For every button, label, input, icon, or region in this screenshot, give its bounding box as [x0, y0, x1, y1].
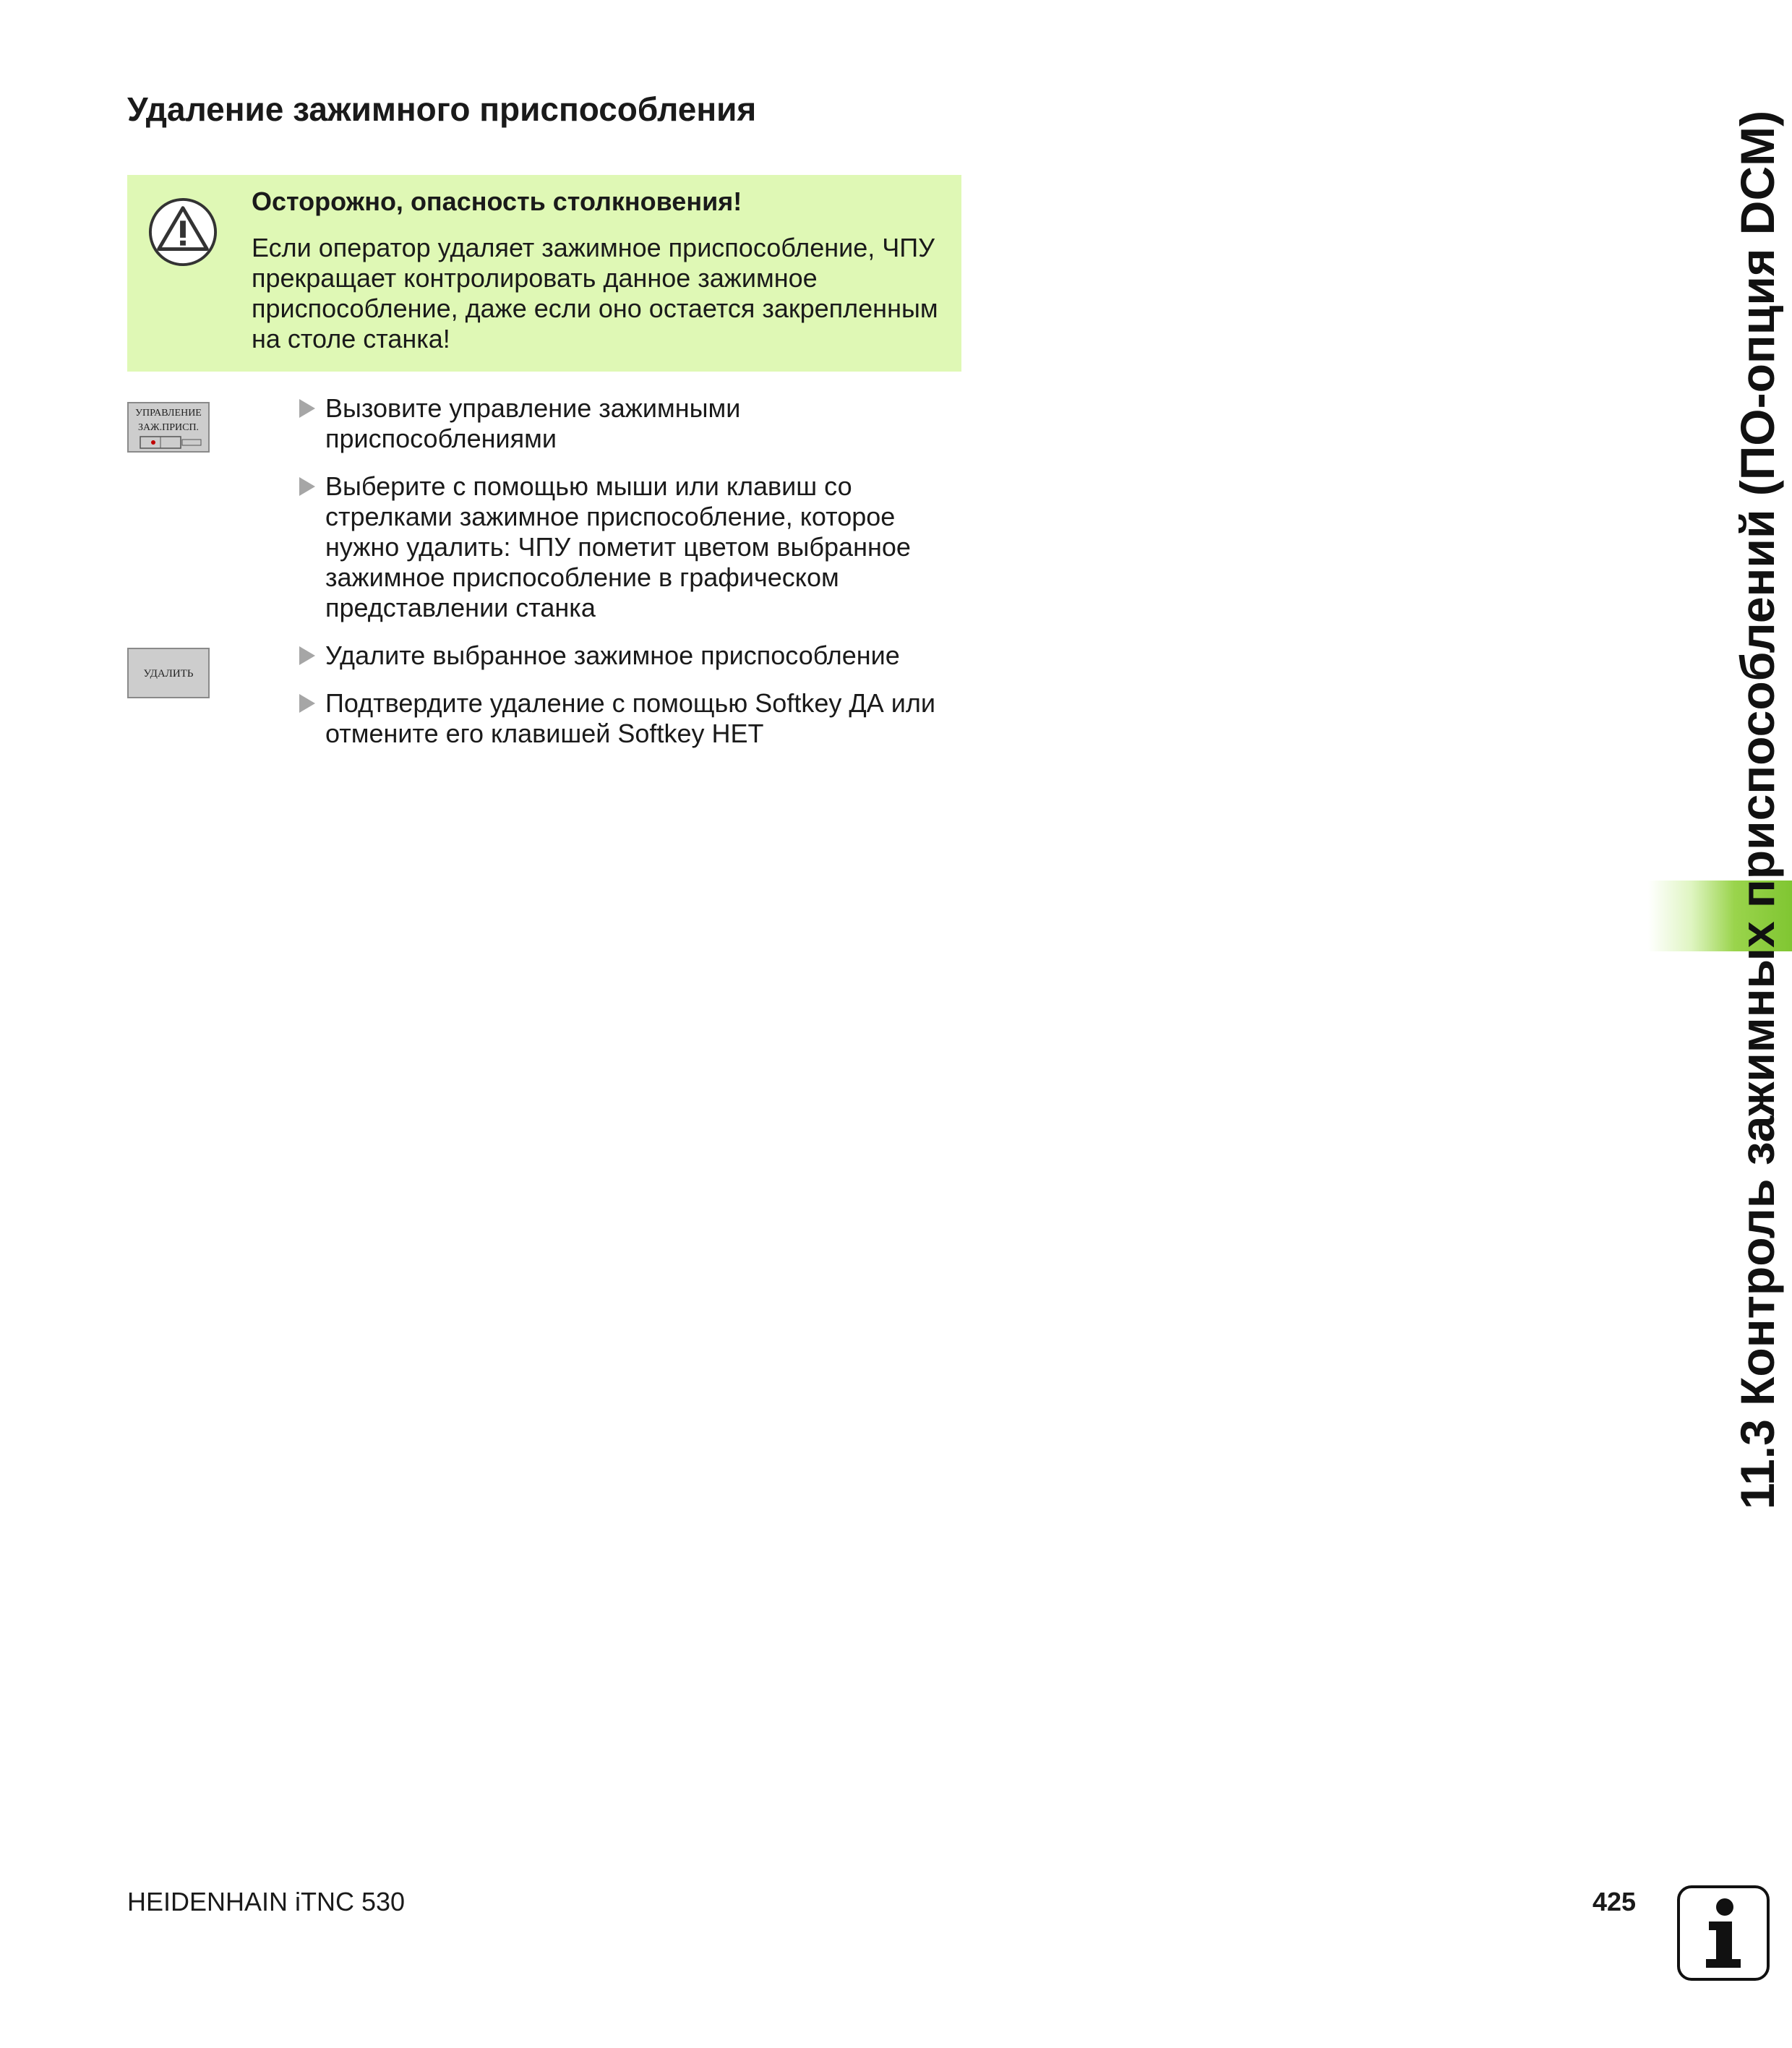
- chapter-title: 11.3 Контроль зажимных приспособлений (ПО-опция DCM): [1731, 110, 1784, 1509]
- step-item: [299, 471, 964, 623]
- info-glyph-icon: [1680, 1888, 1767, 1978]
- warning-title: Осторожно, опасность столкновения!: [252, 187, 742, 216]
- step-text: Подтвердите удаление с помощью Softkey ДА или отмените его клавишей Softkey НЕТ: [325, 688, 935, 748]
- bullet-arrow-icon: [299, 477, 315, 496]
- fixture-management-softkey[interactable]: [127, 402, 210, 453]
- warning-body: Если оператор удаляет зажимное приспособление, ЧПУ прекращает контролировать данное зажимное приспособление, даже если оно остается закрепленным на столе станка!: [252, 233, 938, 354]
- step-text: Выберите с помощью мыши или клавиш со стрелками зажимное приспособление, которое нужно удалить: ЧПУ пометит цветом выбранное зажимное приспособление в графическом представлении станка: [325, 471, 911, 622]
- page-number: 425: [1592, 1887, 1637, 1916]
- step-item: [299, 640, 964, 671]
- step-text: Удалите выбранное зажимное приспособление: [325, 640, 900, 670]
- warning-box: [127, 175, 961, 372]
- step-item: [299, 688, 964, 749]
- footer-product-name: HEIDENHAIN iTNC 530: [127, 1887, 406, 1916]
- fixture-diagram-icon: [137, 435, 204, 450]
- bullet-arrow-icon: [299, 399, 315, 418]
- step-item: [299, 393, 964, 454]
- section-heading: Удаление зажимного приспособления: [127, 90, 757, 128]
- softkey-label-line2: ЗАЖ.ПРИСП.: [137, 422, 200, 433]
- delete-softkey[interactable]: [127, 648, 210, 698]
- softkey-label: УДАЛИТЬ: [143, 668, 194, 680]
- info-icon[interactable]: [1677, 1885, 1770, 1981]
- bullet-arrow-icon: [299, 694, 315, 713]
- warning-triangle-icon: [147, 197, 218, 267]
- bullet-arrow-icon: [299, 646, 315, 665]
- step-list: [299, 393, 964, 749]
- step-text: Вызовите управление зажимными приспособлениями: [325, 393, 741, 453]
- softkey-label-line1: УПРАВЛЕНИЕ: [135, 408, 202, 419]
